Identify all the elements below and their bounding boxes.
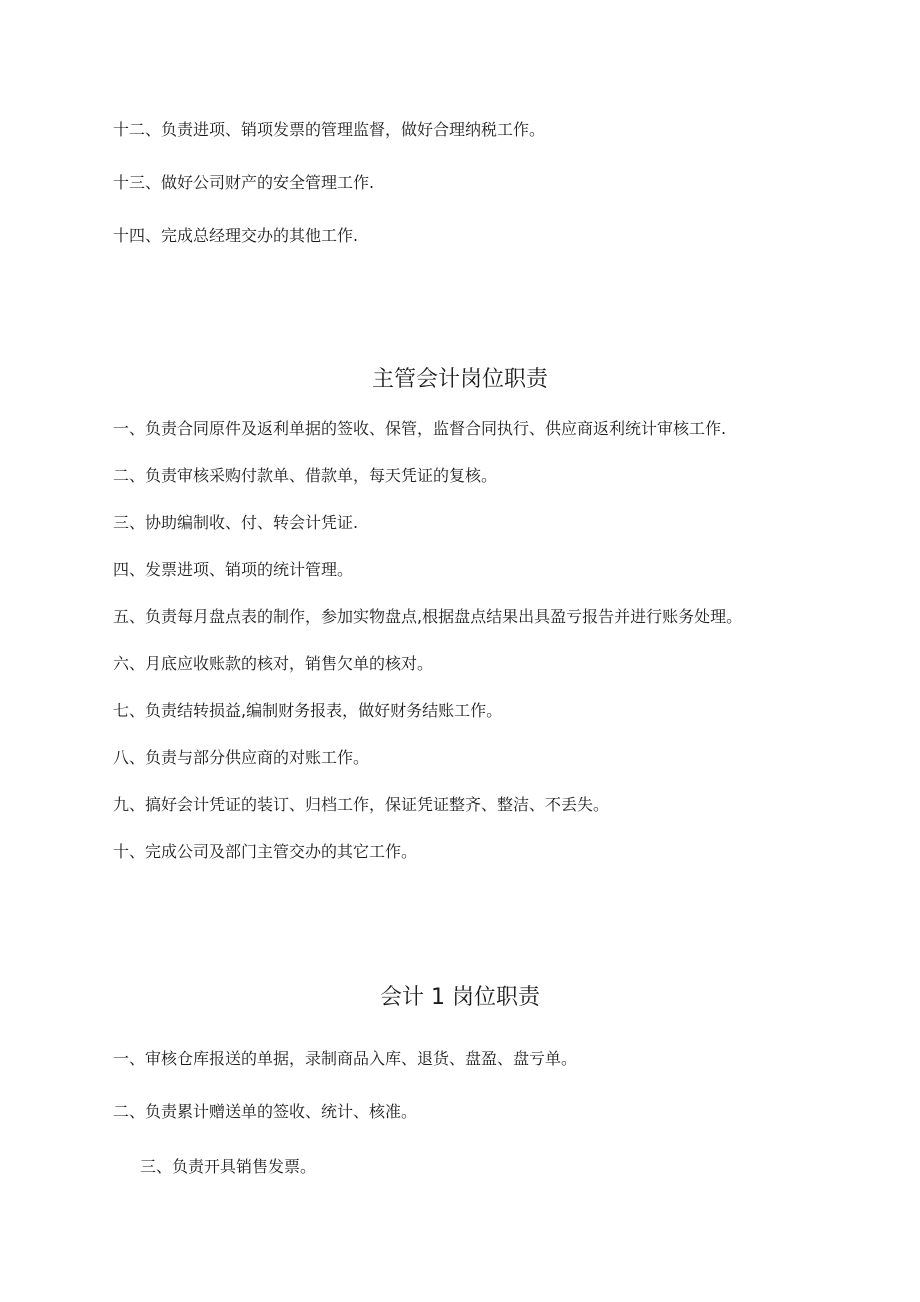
list-item: 十二、负责进项、销项发票的管理监督，做好合理纳税工作。: [113, 120, 546, 139]
list-item: 九、搞好会计凭证的装订、归档工作，保证凭证整齐、整洁、不丢失。: [113, 795, 610, 814]
list-item: 二、负责累计赠送单的签收、统计、核准。: [113, 1102, 418, 1121]
list-item: 一、负责合同原件及返利单据的签收、保管，监督合同执行、供应商返利统计审核工作.: [113, 419, 727, 438]
list-item: 一、审核仓库报送的单据，录制商品入库、退货、盘盈、盘亏单。: [113, 1049, 578, 1068]
list-item: 二、负责审核采购付款单、借款单，每天凭证的复核。: [113, 466, 498, 485]
list-item: 三、协助编制收、付、转会计凭证.: [113, 513, 359, 532]
list-item: 七、负责结转损益,编制财务报表，做好财务结账工作。: [113, 701, 503, 720]
list-item: 四、发票进项、销项的统计管理。: [113, 560, 354, 579]
list-item: 六、月底应收账款的核对，销售欠单的核对。: [113, 654, 434, 673]
list-item: 十三、做好公司财产的安全管理工作.: [113, 173, 375, 192]
section-title-accountant-1: 会计 1 岗位职责: [380, 985, 540, 1010]
list-item: 三、负责开具销售发票。: [140, 1157, 317, 1176]
section-title-supervisor: 主管会计岗位职责: [371, 367, 548, 392]
list-item: 十四、完成总经理交办的其他工作.: [113, 226, 359, 245]
list-item: 八、负责与部分供应商的对账工作。: [113, 748, 370, 767]
list-item: 十、完成公司及部门主管交办的其它工作。: [113, 842, 418, 861]
list-item: 五、负责每月盘点表的制作，参加实物盘点,根据盘点结果出具盈亏报告并进行账务处理。: [113, 607, 743, 626]
